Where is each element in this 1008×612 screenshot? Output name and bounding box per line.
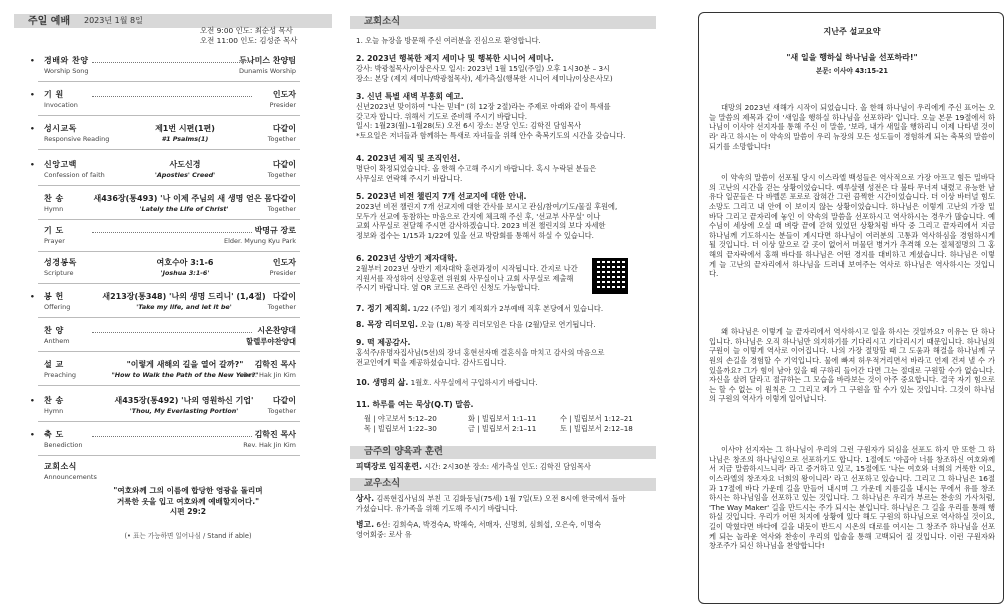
order-item-subtitle: Confession of faith [44,171,105,179]
order-item-leader-english: Together [267,135,296,143]
order-item-content: 새436장(통493) '나 이제 주님의 새 생명 얻은 몸' [93,194,275,203]
news-item-body: 신년2023년 맞이하여 "나는 믿네" (히 12장 2절)라는 주제로 아래와 같이 특새를 갖고자 합니다. 위해서 기도로 준비해 주시기 바랍니다. 일시: 1월23(월)–1월28(토) 오전 6시 장소: 본당 인도: 김학진 담임목사 *토요일은 저녀들과 함께하는 특새로 자녀들을 위해 안수 축복기도의 시간을 갖습니다. [356,102,626,140]
news-item-title: 6. 2023년 상반기 제자대학. [356,254,458,263]
stand-bullet: • [30,160,35,169]
order-item-content: 새435장(통492) '나의 영원하신 기업' [114,396,254,405]
order-item-title: 설 교 [44,360,64,369]
verse-reference: 시편 29:2 [169,507,207,517]
order-divider [38,115,300,116]
news-item-body: 2023년 비전 챌린지 7개 선교지에 대한 간사를 보시고 관심/참여/기도/물질 후원에, 모두가 선교에 동참하는 마음으로 간지에 체크해 주신 후, '선교부 사무실' 이나 교회 사무실로 전달해 주시면 감사하겠습니다. 2023 비전 챌린지의 보다 자세한 정보와 접수는 1/15과 1/22에 있을 선교 박람회를 통해서 하실 수 있습니다. [356,202,618,240]
order-item-title: 기 도 [44,226,64,235]
sermon-paragraph: 이사야 선지자는 그 하나님이 우리의 그런 구원자가 되심을 선포도 하지 만 또한 그 하나님은 창조의 하나님임으로 선포하기도 합니다. 1절에도 '야곱아 너를 창조하신 여호와께서 지금 말씀하시느니라' 라고 증거하고 있고, 15절에도 '나는 여호와 너희의 거룩한 이요, 이스라엘의 창조자요 너희의 왕이니라' 라고 선포하고 있습니다. 그리고 그 하나님은 16절과 17절에 바다 가운데 길을 만들어 내시며 그 가운데 지름길을 내시는 무에서 유를 창조하시는 하나님임을 선포하고 있는 것입니다. 그 하나님은 우리가 부르는 찬송의 가사처럼, 'The Way Maker' 길을 만드시는 주가 되시는 분입니다. 하나님은 그 길을 우리를 통해 행하실 것입니다. 우리가 어떤 처지에 상황에 있다 해도 구원의 하나님으로 역사하실 것이요, 길이 막혔다면 바다에 길을 내듯이 반드시 시온의 대로를 여시는 그 창조주 하나님을 선포케 되는 놀라운 역사와 찬송이 우리의 입술을 통해 고백되어 질 것입니다. 이런 구원자와 창조주가 되신 하나님을 찬양합니다! [709,445,995,551]
order-item-content-english: 'Lately the Life of Christ' [139,205,229,213]
service-time-1: 오전 9:00 인도: 최순성 목사 [200,26,293,35]
sermon-paragraph: 왜 하나님은 이렇게 늘 끝자리에서 역사하시고 일을 하시는 것일까요? 이유는 단 하나입니다. 하나님은 오직 하나님만 의지하기를 기다리시고 기다리시기 때문입니다. 하나님의 구원이 늘 이렇게 역사로 이어집니다. 나의 가장 절망할 때 그 도움과 해결을 하나님께 구원의 손길을 경험할 수 기억입니다. 물에 빠져 허우적거리면서 바라고 언제 건져 낼 수 가 있을까요? 그가 힘이 남아 있을 때 구하리 들어간 다면 그는 절대로 구원할 수가 없습니다. 자신을 살려 달라고 절규하는 그 모습을 바라보는 것이 아주 중요합니다. 결국 자기 힘으로는 할 수 없는 이 원칙은 그 그리고 제가 그 구원을 할 수가 있는 것입니다. 그것이 하나님의 구원의 역사가 이렇게 일어납니다. [709,327,995,404]
news-item [356,378,654,388]
news-item-body: 2월부터 2023년 상반기 제자대학 훈련과정이 시작됩니다. 간지로 나간 지원서를 작성하여 신앙훈련 위원회 사무실이나 교회 사무실로 제출해 주시기 바랍니다. 옆 QR 코드로 온라인 신청도 가능합니다. [356,264,578,293]
order-item-title: 축 도 [44,430,64,439]
qt-schedule [364,414,654,434]
news-item-body: 1월호. 사무실에서 구입하시기 바랍니다. [410,378,538,387]
order-item-subtitle: Scripture [44,269,74,277]
order-item-leader: 인도자 [272,258,296,267]
news-item-title: 8. 목장 리더모임. [356,320,418,329]
order-item-leader: 시온찬양대 [257,326,296,335]
stand-note: (• 표는 가능하면 일어나심 / Stand if able) [124,532,252,540]
order-item-leader: 인도자 [272,90,296,99]
qt-cell: 월 | 야고보서 5:12–20 [364,414,437,423]
order-item-leader: 다같이 [272,292,296,301]
qr-code-icon[interactable] [592,258,628,294]
qt-cell: 화 | 빌립보서 1:1–11 [468,414,537,423]
news-item-title: 9. 떡 제공감사. [356,338,411,347]
order-item-title: 교회소식 [44,462,77,471]
news-item-body: 1/22 (주일) 정기 제직회가 2부예배 직후 본당에서 있습니다. [412,304,604,313]
closing-verse [58,486,318,518]
order-item-leader: 김학진 목사 [254,430,296,439]
order-item-subtitle: Announcements [44,473,97,481]
news-item-body: 1. 오늘 뉴장을 방문해 주신 여러분을 진심으로 환영합니다. [356,36,541,45]
sermon-header: 지난주 설교요약 [823,27,881,36]
sermon-reference: 본문: 이사야 43:15-21 [816,67,888,75]
news-item-title: 11. 하루를 여는 묵상(Q.T) 말씀. [356,400,474,409]
member-news-title: 병고. [356,520,375,529]
order-item-leader-english: 할렐루야찬양대 [246,337,296,346]
leader-dots [92,232,252,233]
sermon-paragraph: 대망의 2023년 새해가 시작이 되었습니다. 올 한해 하나님이 우리에게 주신 표어는 오늘 말씀의 제목과 같이 '새일을 행하실 하나님을 선포하라' 입니다. 오늘 본문 19절에서 하나님이 이사야 선지자를 통해 주신 이 말씀, '보라, 내가 새일을 행하리니 이제 나타낼 것이라' 라고 하시는 이 약속의 말씀이 우리 뉴장의 모든 성도들이 경험하게 되는 축복의 말씀이 되기를 소망합니다! [709,103,995,151]
order-divider [38,219,300,220]
order-item-content-english: 'Apostles' Creed' [154,171,216,179]
members-header: 교우소식 [364,478,401,489]
order-item-leader: 다같이 [272,396,296,405]
order-divider [38,81,300,82]
sermon-paragraph: 이 약속의 말씀이 선포될 당시 이스라엘 백성들은 역사적으로 가장 아프고 힘든 밀바닥의 고난의 시간을 걷는 상황이었습니다. 예루살렘 성전은 다 불타 무너져 내렸고 유능한 남 유다 일꾼들은 다 바벨론 포로로 잡혀간 그런 끔찍한 시간이었습니다. 더 이상 바터널 힘도 소망도 그리고 내 안에 이 보이지 않는 상황이었습니다. 하나님은 이렇게 고난의 가장 밑 바닥 그리고 끝자리에 놓인 이 약속의 말씀을 선포하시고 역사하시는 경우가 많습니다. 예수님이 세상에 오실 때 벼랑 끝에 갇혀 있었던 상황처럼 바닥 중 그리고 끝자리에서 지금 하나님께 기도하시는 분들이 계시다면 하나님이 여러분의 고통과 역사하심을 경험하시게 될 것입니다. 더 이상 앞으로 갈 곳이 없어서 머물던 병거가 추격해 오는 절체절명의 그 홍해의 끝자락에서 홍해 바다를 하나님은 어떤 경지를 대비하고 계셨습니다. 하나님은 이렇게 늘 고난의 끝자리에서 하나님을 드러내 보여주는 역사로 하나님은 역사하시는 것입니다. [709,173,995,279]
order-item-content-english: 'Thou, My Everlasting Portion' [129,407,239,415]
training-header: 금주의 양육과 훈련 [364,446,443,457]
order-item-title: 경배와 찬양 [44,56,89,65]
news-item [356,400,654,410]
members-item-1 [356,494,654,514]
order-item-subtitle: Worship Song [44,67,89,75]
order-item-leader-english: Presider [269,269,296,277]
training-body: 시간: 2시30분 장소: 새가측실 인도: 김학진 담임목사 [424,462,591,471]
stand-bullet: • [30,292,35,301]
order-item-content-english: "How to Walk the Path of the New Year?" [111,371,259,379]
verse-line-2: 거룩한 옷을 입고 여호와께 예배할지어다." [116,496,260,506]
news-item-body: 강사: 박광철목사/이상은사모 일시: 2023년 1월 15일(주일) 오후 1시30분 – 3시 장소: 본당 (제지 세미나/박광철목사), 세가측실(행복한 시니어 세미나/이상은사모) [356,64,613,83]
news-item [356,304,654,314]
service-time-2: 오전 11:00 인도: 김성준 목사 [200,35,298,45]
news-item [356,320,654,330]
worship-title: 주일 예배 [28,16,71,27]
order-item-subtitle: Invocation [44,101,78,109]
order-item-content: "이렇게 새해의 길을 열어 갈까?" [126,360,244,369]
leader-dots [92,96,252,97]
members-item-2 [356,520,654,540]
order-item-title: 성시교독 [44,124,77,133]
order-item-subtitle: Anthem [44,337,70,345]
order-item-leader-english: Together [267,303,296,311]
order-item-leader-english: Rev. Hak Jin Kim [243,371,296,379]
verse-line-1: "여호와께 그의 이름에 합당한 영광을 돌리며 [113,486,263,495]
qt-cell: 토 | 빌립보서 2:12–18 [560,424,633,433]
news-item-body: 오늘 (1/8) 목장 리더모임은 다음 (2월)달로 연기됩니다. [420,320,596,329]
leader-dots [92,436,252,437]
qt-cell: 금 | 빌립보서 2:1–11 [468,424,537,433]
news-item-title: 7. 정기 제직회. [356,304,411,313]
order-item-subtitle: Offering [44,303,71,311]
news-item-title: 10. 생명의 삶. [356,378,409,387]
order-item-title: 봉 헌 [44,292,64,301]
order-divider [38,283,300,284]
leader-dots [92,62,252,63]
order-item-title: 찬 송 [44,396,64,405]
qt-cell: 수 | 빌립보서 1:12–21 [560,414,633,423]
order-item-leader-english: Together [267,407,296,415]
news-header: 교회소식 [364,16,401,27]
order-item-title: 찬 송 [44,194,64,203]
news-item-title: 5. 2023년 비전 챌린지 7개 선교지에 대한 안내. [356,192,527,201]
news-header-bar [350,16,656,29]
order-item-title: 기 원 [44,90,64,99]
order-item-subtitle: Hymn [44,407,64,415]
qt-row [364,414,654,424]
order-item-leader-english: Elder. Myung Kyu Park [223,237,296,245]
order-item-leader-english: Together [267,171,296,179]
worship-order-column [0,0,342,612]
stand-bullet: • [30,396,35,405]
member-news-body: 6선: 김희숙A, 박경숙A, 박해숙, 서매자, 신명희, 심희섭, 오은숙, 이명숙 영어회중: 로사 유 [356,520,602,540]
news-item [356,338,654,367]
order-item-title: 성경봉독 [44,258,77,267]
training-item [356,462,654,472]
order-divider [38,251,300,252]
order-item-content-english: 'Joshua 3:1-6' [160,269,210,277]
order-item-leader-english: Dunamis Worship [239,67,296,75]
order-divider [38,185,300,186]
order-item-leader: 다같이 [272,124,296,133]
news-item-body: 홍석주/유명자집사님(5선)의 장녀 홍현선자매 결혼식을 마치고 감사의 마음으로 전교인에게 떡을 제공하셨습니다. 감사드립니다. [356,348,605,367]
news-item [356,154,654,183]
qt-row [364,424,654,434]
sermon-title: "새 일을 행하실 하나님을 선포하라!" [786,53,918,62]
leader-dots [92,332,252,333]
order-divider [38,149,300,150]
order-item-leader: 두나미스 찬양팀 [239,56,296,65]
order-item-subtitle: Benediction [44,441,83,449]
order-item-content-english: #1 Psalms(1) [161,135,209,143]
training-header-bar [350,446,656,459]
member-news-title: 상사. [356,494,375,503]
order-item-content: 제1번 시편(1편) [155,124,215,133]
order-item-title: 찬 양 [44,326,64,335]
member-news-body: 김록현집사님의 부친 고 김화동님(75세) 1월 7일(토) 오전 8시에 한국에서 돌아 가셨습니다. 유가족을 위해 기도해 주시기 바랍니다. [356,494,626,514]
stand-bullet: • [30,124,35,133]
order-item-subtitle: Prayer [44,237,65,245]
stand-bullet: • [30,90,35,99]
service-times [200,26,330,45]
news-item [356,54,654,83]
news-item-title: 2. 2023년 행복한 제지 세미나 및 행복한 시니어 세미나. [356,54,554,63]
order-item-content: 새213장(통348) '나의 생명 드리니' (1,4절) [102,292,266,301]
order-divider [38,455,300,456]
worship-date: 2023년 1월 8일 [84,16,143,25]
order-item-leader: 다같이 [272,194,296,203]
order-item-content: 사도신경 [169,160,201,169]
order-divider [38,351,300,352]
news-item-body: 명단이 확정되었습니다. 올 한해 수고해 주시기 바랍니다. 혹시 누락된 분들은 사무실로 연락해 주시기 바랍니다. [356,164,597,183]
stand-bullet: • [30,56,35,65]
order-item-title: 신앙고백 [44,160,77,169]
order-item-leader-english: Rev. Hak Jin Kim [243,441,296,449]
news-item [356,192,654,240]
order-item-leader: 김학진 목사 [254,360,296,369]
order-item-content: 여호수아 3:1-6 [156,258,214,267]
announcements-column [350,0,660,612]
stand-bullet: • [30,430,35,439]
news-item [356,36,654,46]
sermon-column [698,0,1006,612]
order-item-subtitle: Hymn [44,205,64,213]
news-item-title: 3. 신년 특별 새벽 부흥회 예고. [356,92,464,101]
order-divider [38,385,300,386]
order-item-leader: 다같이 [272,160,296,169]
order-divider [38,317,300,318]
order-item-leader-english: Together [267,205,296,213]
news-item-title: 4. 2023년 제직 및 조직인선. [356,154,461,163]
order-divider [38,421,300,422]
sermon-box [698,12,1004,604]
news-item [356,92,654,140]
order-item-subtitle: Responsive Reading [44,135,110,143]
order-item-leader: 박명규 장로 [254,226,296,235]
training-title: 피택장로 임직훈련. [356,462,422,471]
order-item-subtitle: Preaching [44,371,77,379]
order-item-content-english: 'Take my life, and let it be' [136,303,232,311]
members-header-bar [350,478,656,491]
qt-cell: 목 | 빌립보서 1:22–30 [364,424,437,433]
order-item-leader-english: Presider [269,101,296,109]
